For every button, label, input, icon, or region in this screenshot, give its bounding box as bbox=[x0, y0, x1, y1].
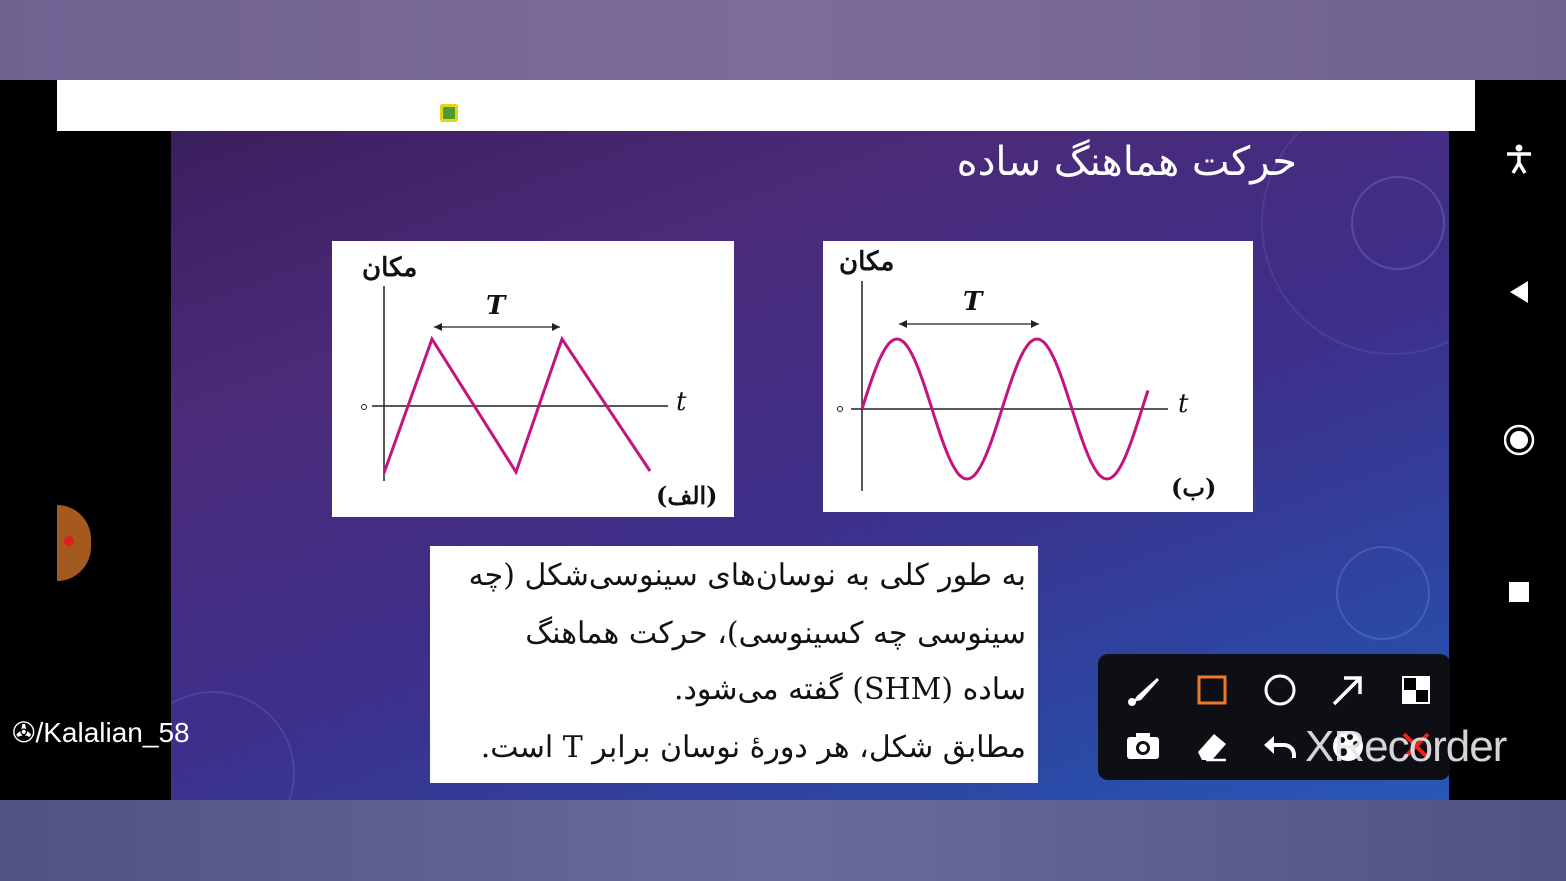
bottom-band bbox=[0, 800, 1566, 881]
film-reel-icon: ✇ bbox=[12, 717, 36, 748]
period-arrow-left bbox=[899, 320, 907, 328]
recents-icon[interactable] bbox=[1504, 577, 1534, 613]
figure-triangle-wave bbox=[332, 241, 734, 517]
origin-marker bbox=[362, 405, 367, 410]
rectangle-icon[interactable] bbox=[1192, 672, 1232, 717]
username-overlay bbox=[12, 716, 190, 749]
slide-header-bar bbox=[57, 80, 1475, 131]
period-arrow-right bbox=[1031, 320, 1039, 328]
figure-caption: (ب) bbox=[1171, 473, 1217, 502]
y-axis-label: مکان bbox=[839, 247, 895, 277]
mosaic-icon[interactable] bbox=[1396, 672, 1436, 717]
text-line: به طور کلی به نوسان‌های سینوسی‌شکل (چه bbox=[468, 558, 1026, 593]
brush-icon[interactable] bbox=[1123, 672, 1163, 717]
definition-textbox bbox=[430, 546, 1038, 783]
figure-caption: (الف) bbox=[656, 481, 718, 510]
text-line: ساده (SHM) گفته می‌شود. bbox=[673, 672, 1026, 707]
period-label: T bbox=[486, 291, 506, 321]
period-label: T bbox=[963, 287, 983, 317]
arrow-icon[interactable] bbox=[1328, 672, 1368, 717]
username-text: /Kalalian_58 bbox=[35, 717, 190, 748]
origin-marker bbox=[838, 407, 843, 412]
home-icon[interactable] bbox=[1504, 423, 1538, 463]
text-line: سینوسی چه کسینوسی)، حرکت هماهنگ bbox=[525, 616, 1026, 651]
period-arrow-left bbox=[434, 323, 442, 331]
undo-icon[interactable] bbox=[1260, 728, 1300, 773]
camera-icon[interactable] bbox=[1123, 728, 1163, 773]
y-axis-label: مکان bbox=[362, 253, 418, 283]
circle-icon[interactable] bbox=[1260, 672, 1300, 717]
x-axis-label: t bbox=[676, 387, 687, 417]
period-arrow-right bbox=[552, 323, 560, 331]
decorative-ring bbox=[171, 691, 295, 800]
record-indicator-icon bbox=[64, 536, 74, 546]
figure-sine-wave bbox=[823, 241, 1253, 512]
eraser-icon[interactable] bbox=[1192, 728, 1232, 773]
top-band bbox=[0, 0, 1566, 80]
back-icon[interactable] bbox=[1504, 277, 1534, 313]
decorative-ring bbox=[1336, 546, 1430, 640]
sine-wave-graph bbox=[823, 241, 1253, 512]
android-nav-bar bbox=[1490, 131, 1550, 800]
slide-title: حرکت هماهنگ ساده bbox=[956, 139, 1297, 185]
app-icon bbox=[440, 104, 458, 122]
accessibility-icon[interactable] bbox=[1504, 143, 1534, 181]
xrecorder-watermark: XRecorder bbox=[1305, 722, 1507, 771]
text-line: مطابق شکل، هر دورهٔ نوسان برابر T است. bbox=[480, 730, 1026, 765]
x-axis-label: t bbox=[1178, 389, 1189, 419]
